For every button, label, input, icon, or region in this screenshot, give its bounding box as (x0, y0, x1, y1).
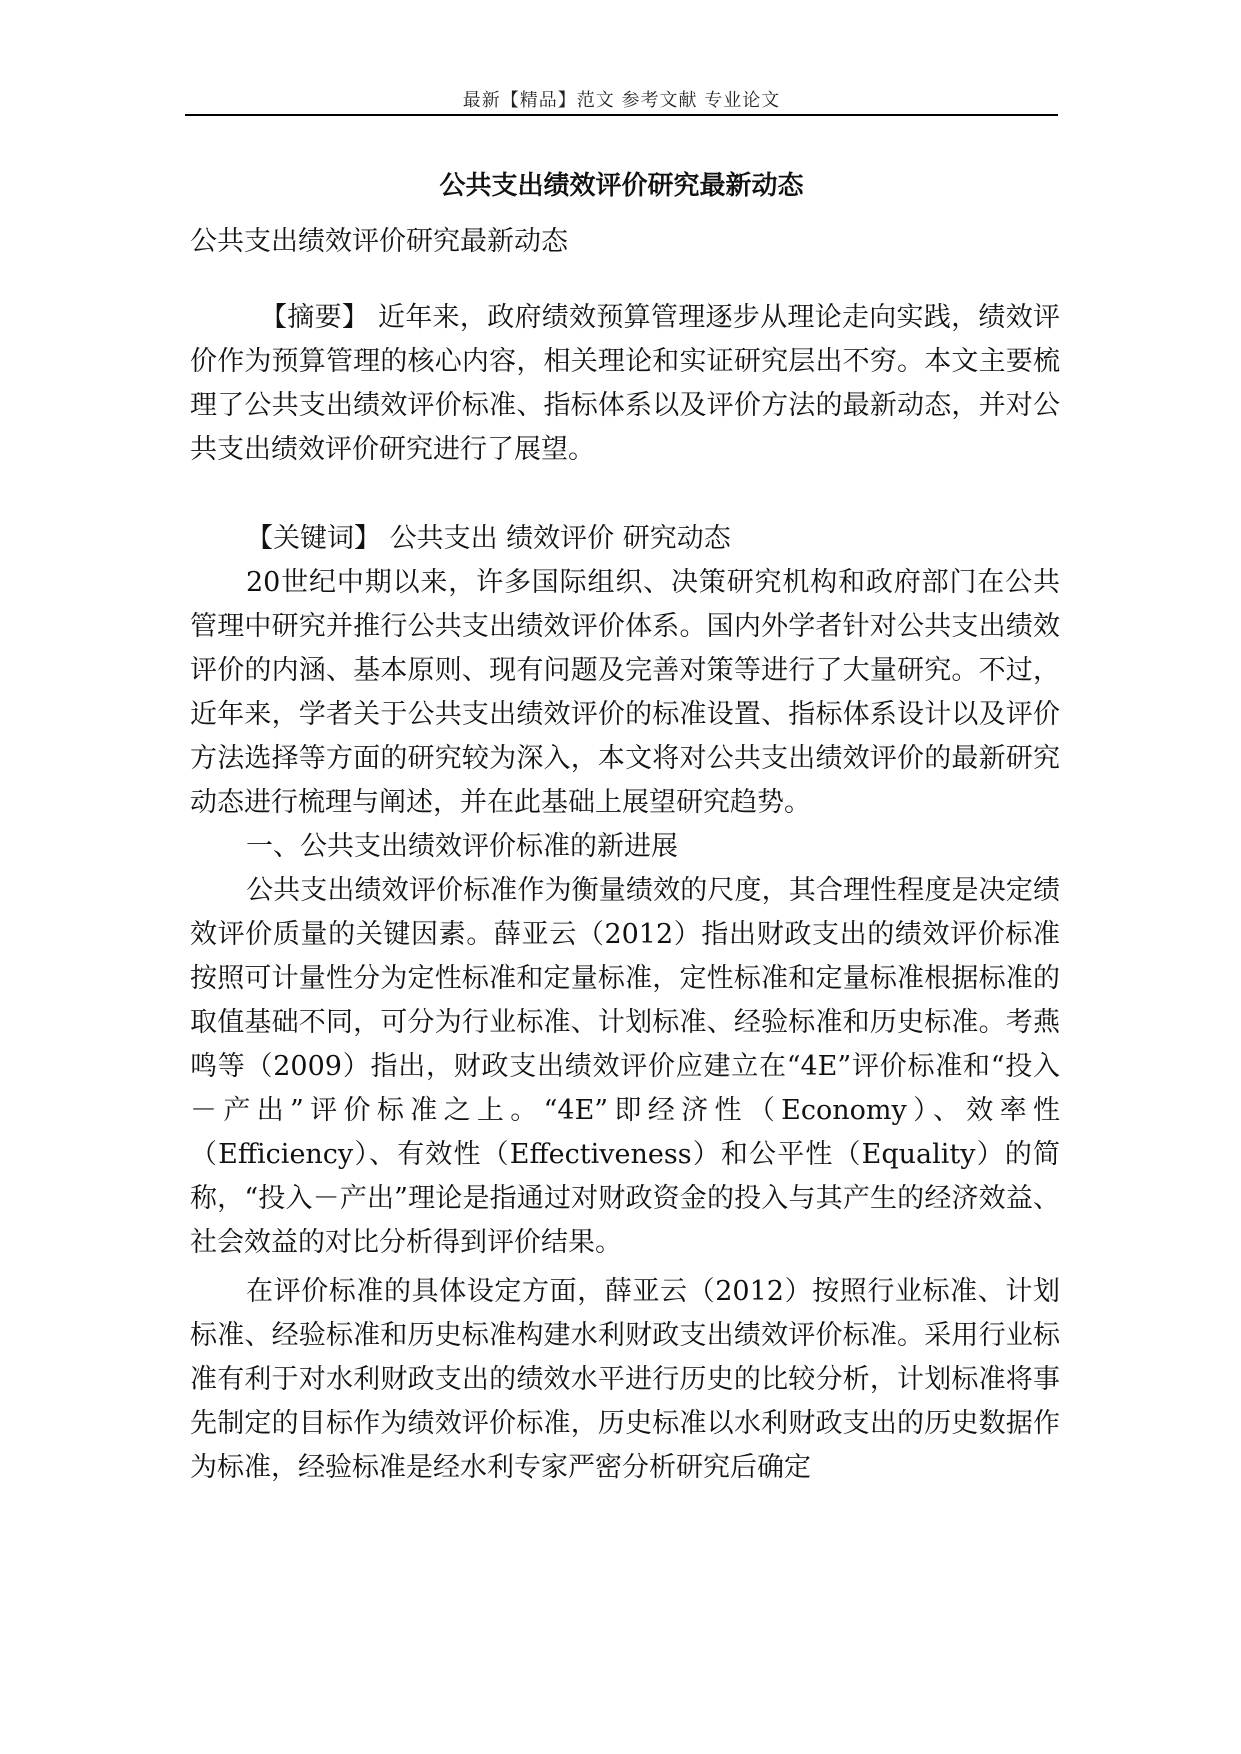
document-subtitle: 公共支出绩效评价研究最新动态 (190, 226, 568, 257)
body-paragraph: 20世纪中期以来，许多国际组织、决策研究机构和政府部门在公共管理中研究并推行公共支出绩效评价体系。国内外学者针对公共支出绩效评价的内涵、基本原则、现有问题及完善对策等进行了大量研究。不过，近年来，学者关于公共支出绩效评价的标准设置、指标体系设计以及评价方法选择等方面的研究较为深入，本文将对公共支出绩效评价的最新研究动态进行梳理与阐述，并在此基础上展望研究趋势。 (190, 567, 1060, 818)
section-heading: 一、公共支出绩效评价标准的新进展 (246, 831, 678, 862)
document-title: 公共支出绩效评价研究最新动态 (439, 171, 804, 201)
page-header: 最新【精品】范文 参考文献 专业论文 (462, 90, 781, 111)
abstract-paragraph: 【摘要】 近年来，政府绩效预算管理逐步从理论走向实践，绩效评价作为预算管理的核心内容，相关理论和实证研究层出不穷。本文主要梳理了公共支出绩效评价标准、指标体系以及评价方法的最新动态，并对公共支出绩效评价研究进行了展望。 (190, 302, 1060, 465)
document-body (190, 220, 1060, 1490)
body-paragraph: 公共支出绩效评价标准作为衡量绩效的尺度，其合理性程度是决定绩效评价质量的关键因素。薛亚云（2012）指出财政支出的绩效评价标准按照可计量性分为定性标准和定量标准，定性标准和定量标准根据标准的取值基础不同，可分为行业标准、计划标准、经验标准和历史标准。考燕鸣等（2009）指出，财政支出绩效评价应建立在“4E”评价标准和“投入－产出”评价标准之上。“4E”即经济性（Economy）、效率性（Efficiency）、有效性（Effectiveness）和公平性（Equality）的简称，“投入－产出”理论是指通过对财政资金的投入与其产生的经济效益、社会效益的对比分析得到评价结果。 (190, 875, 1060, 1258)
keywords-line: 【关键词】 公共支出 绩效评价 研究动态 (246, 523, 731, 554)
body-paragraph: 在评价标准的具体设定方面，薛亚云（2012）按照行业标准、计划标准、经验标准和历史标准构建水利财政支出绩效评价标准。采用行业标准有利于对水利财政支出的绩效水平进行历史的比较分析，计划标准将事先制定的目标作为绩效评价标准，历史标准以水利财政支出的历史数据作为标准，经验标准是经水利专家严密分析研究后确定 (190, 1276, 1060, 1483)
header-divider (185, 114, 1058, 116)
